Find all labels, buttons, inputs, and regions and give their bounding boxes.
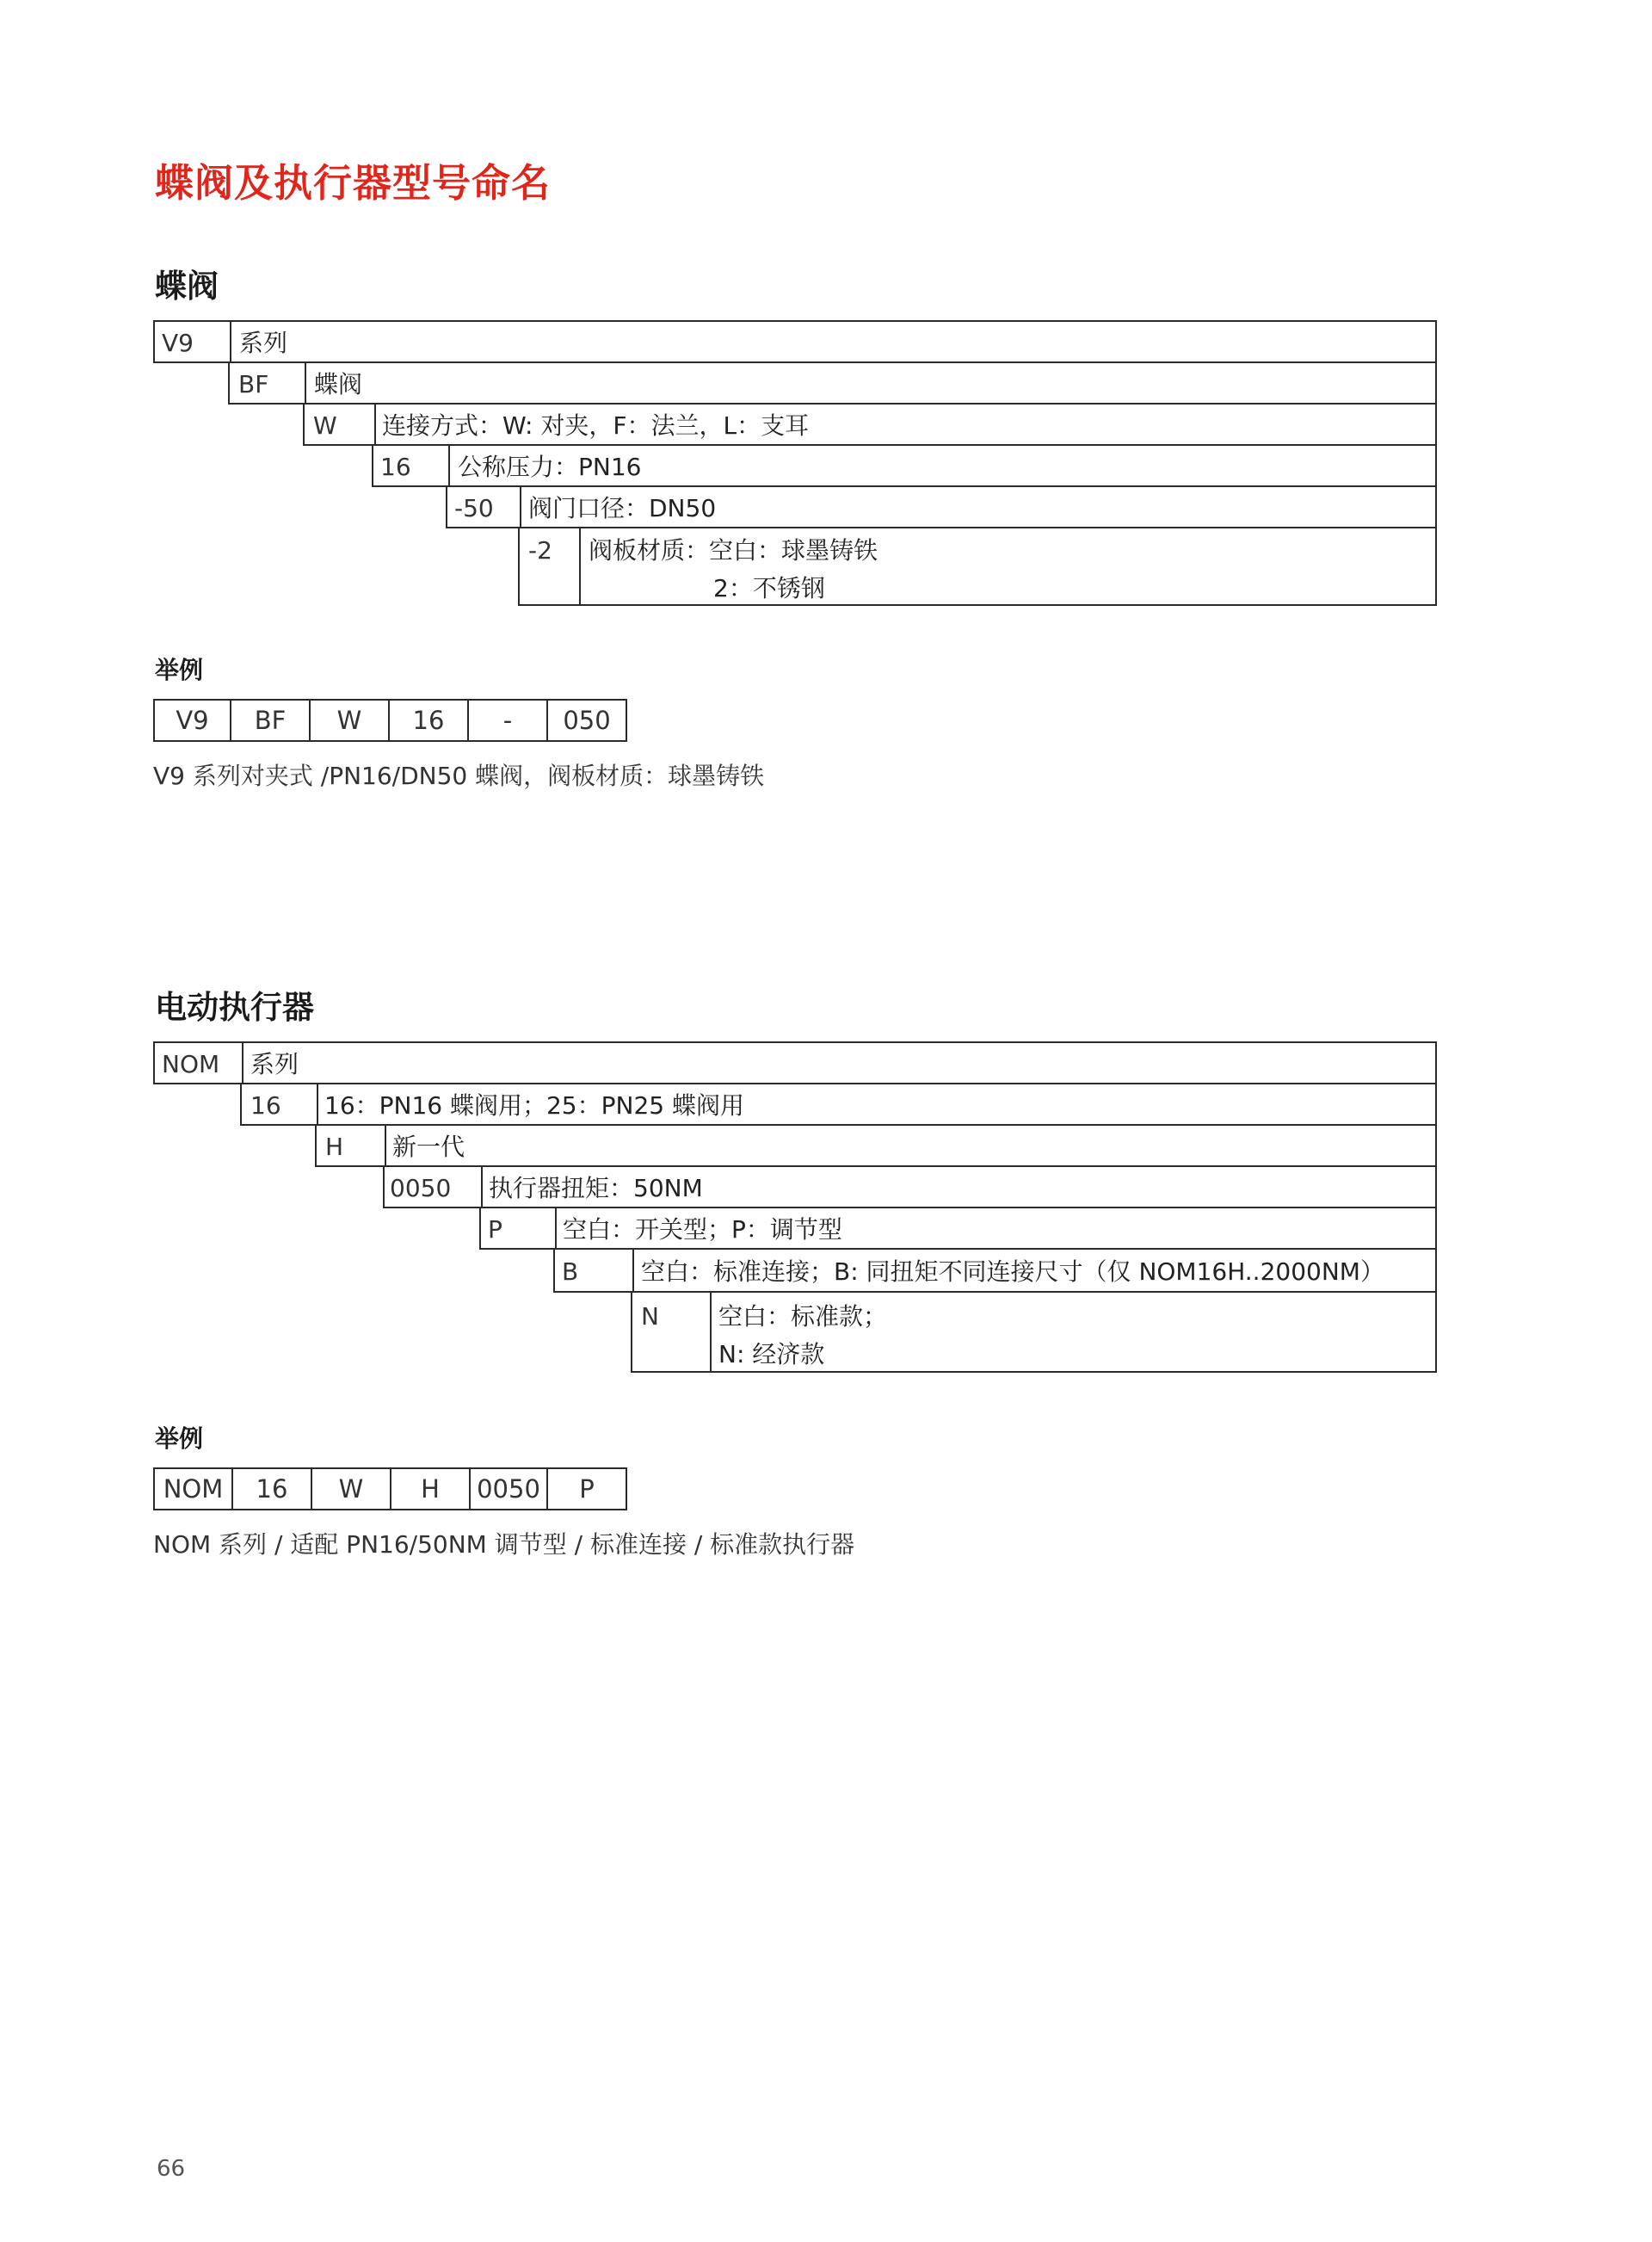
actuator-row-series	[153, 1041, 1437, 1084]
actuator-desc-generation: 新一代	[392, 1133, 465, 1161]
actuator-desc-control: 空白：开关型；P：调节型	[563, 1215, 842, 1244]
actuator-section-title: 电动执行器	[155, 989, 314, 1026]
valve-row-type	[228, 361, 1437, 405]
actuator-desc-torque: 执行器扭矩：50NM	[489, 1174, 703, 1202]
valve-row-series	[153, 320, 1437, 363]
actuator-example-cell: W	[311, 1467, 391, 1510]
valve-desc-connection: 连接方式：W: 对夹，F：法兰，L：支耳	[382, 411, 810, 440]
valve-desc-diameter: 阀门口径：DN50	[528, 494, 717, 522]
valve-code-series: V9	[162, 329, 194, 357]
actuator-desc-edition-alt: N: 经济款	[718, 1340, 825, 1368]
actuator-desc-series: 系列	[250, 1050, 299, 1078]
actuator-row-torque	[383, 1165, 1437, 1208]
page-title: 蝶阀及执行器型号命名	[155, 160, 552, 206]
actuator-code-edition: N	[641, 1302, 659, 1331]
actuator-example-cell: P	[546, 1467, 627, 1510]
valve-code-type: BF	[238, 370, 269, 398]
valve-example-cell: W	[309, 699, 390, 742]
valve-example-cell: 16	[388, 699, 469, 742]
page-number: 66	[157, 2156, 186, 2182]
valve-desc-series: 系列	[239, 329, 288, 357]
valve-row-connection	[303, 403, 1437, 446]
valve-example-cell: V9	[153, 699, 231, 742]
valve-desc-material-alt: 2：不锈钢	[713, 574, 825, 602]
valve-section-title: 蝶阀	[155, 268, 219, 305]
valve-desc-pressure: 公称压力：PN16	[458, 453, 642, 481]
actuator-code-generation: H	[325, 1133, 344, 1161]
actuator-row-control	[479, 1207, 1437, 1250]
actuator-row-pressure	[240, 1083, 1437, 1126]
actuator-example-cell: H	[390, 1467, 471, 1510]
valve-row-pressure	[372, 444, 1437, 487]
actuator-example-cell: 0050	[469, 1467, 548, 1510]
actuator-row-edition	[631, 1291, 1437, 1373]
valve-code-material: -2	[528, 536, 552, 565]
actuator-code-series: NOM	[162, 1050, 220, 1078]
valve-example-caption: V9 系列对夹式 /PN16/DN50 蝶阀，阀板材质：球墨铸铁	[153, 762, 765, 790]
actuator-example-caption: NOM 系列 / 适配 PN16/50NM 调节型 / 标准连接 / 标准款执行器	[153, 1530, 855, 1559]
valve-desc-type: 蝶阀	[314, 370, 363, 398]
actuator-row-connection	[553, 1248, 1437, 1293]
actuator-code-control: P	[488, 1215, 502, 1244]
valve-row-material	[518, 527, 1437, 606]
valve-example-title: 举例	[155, 656, 204, 684]
actuator-code-torque: 0050	[390, 1174, 452, 1202]
valve-example-cell: -	[467, 699, 548, 742]
actuator-example-cell: 16	[231, 1467, 312, 1510]
actuator-example-cell: NOM	[153, 1467, 233, 1510]
actuator-desc-edition: 空白：标准款；	[718, 1302, 888, 1331]
actuator-desc-connection: 空白：标准连接；B: 同扭矩不同连接尺寸（仅 NOM16H..2000NM）	[641, 1257, 1384, 1286]
valve-code-connection: W	[313, 411, 337, 440]
valve-example-cell: 050	[546, 699, 627, 742]
actuator-row-generation	[315, 1124, 1437, 1167]
valve-row-diameter	[446, 485, 1437, 528]
valve-code-diameter: -50	[454, 494, 494, 522]
actuator-desc-pressure: 16：PN16 蝶阀用；25：PN25 蝶阀用	[324, 1091, 744, 1120]
valve-desc-material: 阀板材质：空白：球墨铸铁	[589, 536, 878, 565]
actuator-code-connection: B	[562, 1257, 579, 1286]
valve-code-pressure: 16	[380, 453, 411, 481]
actuator-example-title: 举例	[155, 1424, 204, 1453]
actuator-code-pressure: 16	[250, 1091, 281, 1120]
valve-example-cell: BF	[230, 699, 311, 742]
